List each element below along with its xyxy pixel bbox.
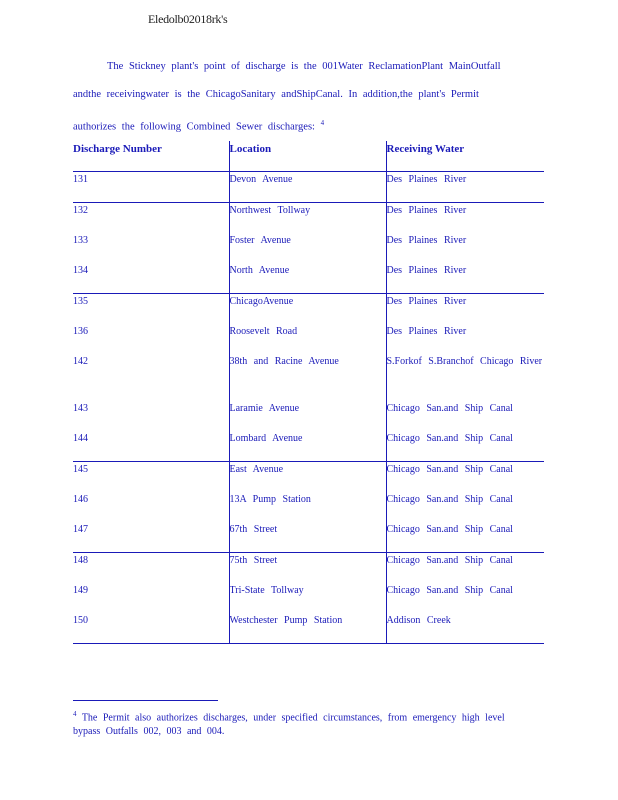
receiving-water: Des Plaines River <box>386 233 544 263</box>
table-row <box>73 324 544 354</box>
table-row <box>73 553 544 584</box>
receiving-water: Chicago San.and Ship Canal <box>386 553 544 584</box>
table-header-row <box>73 141 544 172</box>
discharge-number: 134 <box>73 263 229 294</box>
receiving-water: Chicago San.and Ship Canal <box>386 431 544 462</box>
location: ChicagoAvenue <box>229 294 386 325</box>
discharge-number: 148 <box>73 555 88 566</box>
receiving-water: Des Plaines River <box>386 203 544 234</box>
table-row <box>73 462 544 493</box>
discharge-number: 142 <box>73 356 88 367</box>
location: 75th Street <box>229 553 386 584</box>
discharge-number: 136 <box>73 326 88 337</box>
location: 67th Street <box>229 522 386 553</box>
discharge-number: 132 <box>73 205 88 216</box>
table-row <box>73 263 544 294</box>
paragraph-text-1: The Stickney plant's point of discharge is the 001Water ReclamationPlant MainOutfall <box>107 61 501 72</box>
table-row <box>73 522 544 553</box>
table-row <box>73 354 544 401</box>
paragraph-line-3 <box>73 116 518 135</box>
footnote-text: The Permit also authorizes discharges, under specified circumstances, from emergency high level bypass Outfalls 002, 003 and 004. <box>73 712 505 738</box>
location: Devon Avenue <box>229 172 386 203</box>
discharge-number: 146 <box>73 494 88 505</box>
receiving-water: Des Plaines River <box>386 294 544 325</box>
location: 38th and Racine Avenue <box>229 354 386 401</box>
paragraph-line-2: andthe receivingwater is the ChicagoSanitary andShipCanal. In addition,the plant's Permit <box>73 89 479 100</box>
table-row <box>73 583 544 613</box>
discharge-number: 144 <box>73 431 229 462</box>
table-row <box>73 233 544 263</box>
location: Roosevelt Road <box>229 324 386 354</box>
footnote-divider <box>73 700 218 701</box>
table-row <box>73 203 544 234</box>
paragraph-line-1 <box>73 60 518 74</box>
table-row <box>73 172 544 203</box>
discharge-number: 143 <box>73 403 88 414</box>
table-row <box>73 492 544 522</box>
receiving-water: Chicago San.and Ship Canal <box>386 462 544 493</box>
location: Laramie Avenue <box>229 401 386 431</box>
header-location: Location <box>229 141 386 172</box>
discharge-number: 150 <box>73 613 229 644</box>
receiving-water: Chicago San.and Ship Canal <box>386 583 544 613</box>
discharge-number: 135 <box>73 296 88 307</box>
receiving-water: Des Plaines River <box>386 324 544 354</box>
receiving-water: Addison Creek <box>386 613 544 644</box>
discharge-number: 145 <box>73 464 88 475</box>
receiving-water: Chicago San.and Ship Canal <box>386 522 544 553</box>
location: Lombard Avenue <box>229 431 386 462</box>
discharge-number: 131 <box>73 172 229 203</box>
location: Foster Avenue <box>229 233 386 263</box>
discharge-number: 149 <box>73 585 88 596</box>
header-discharge-number: Discharge Number <box>73 141 229 172</box>
receiving-water: Des Plaines River <box>386 263 544 294</box>
receiving-water: S.Forkof S.Branchof Chicago River <box>386 354 544 401</box>
location: Tri-State Tollway <box>229 583 386 613</box>
discharge-table <box>73 141 544 644</box>
footnote-ref: 4 <box>320 119 325 127</box>
location: East Avenue <box>229 462 386 493</box>
receiving-water: Des Plaines River <box>386 172 544 203</box>
table-row <box>73 431 544 462</box>
receiving-water: Chicago San.and Ship Canal <box>386 492 544 522</box>
footnote <box>73 707 523 739</box>
discharge-number: 147 <box>73 522 229 553</box>
location: Westchester Pump Station <box>229 613 386 644</box>
paragraph-text-3: authorizes the following Combined Sewer discharges: <box>73 121 315 133</box>
location: 13A Pump Station <box>229 492 386 522</box>
receiving-water: Chicago San.and Ship Canal <box>386 401 544 431</box>
footnote-marker: 4 <box>73 710 77 718</box>
table-row <box>73 401 544 431</box>
location: North Avenue <box>229 263 386 294</box>
page-header: Eledolb02018rk's <box>148 12 228 26</box>
table-row <box>73 294 544 325</box>
header-receiving-water: Receiving Water <box>386 141 544 172</box>
location: Northwest Tollway <box>229 203 386 234</box>
discharge-number: 133 <box>73 235 88 246</box>
table-row <box>73 613 544 644</box>
